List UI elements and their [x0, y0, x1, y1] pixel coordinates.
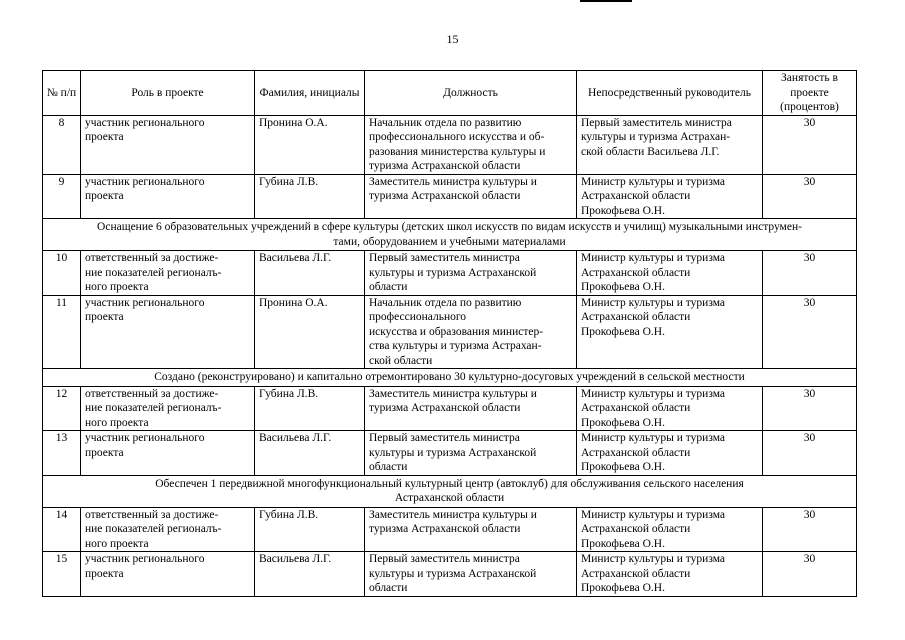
- row-role-line: ответственный за достиже-: [85, 387, 219, 400]
- row-employment: 30: [763, 115, 857, 174]
- row-position-line: Заместитель министра культуры и: [369, 175, 537, 188]
- row-manager-line: Астраханской области: [581, 311, 691, 323]
- section-title-line: Астраханской области: [394, 492, 505, 504]
- row-manager-line: Министр культуры и туризма: [581, 175, 726, 188]
- row-employment: 30: [763, 251, 857, 296]
- row-position-line: Первый заместитель министра: [369, 432, 520, 444]
- table-row: [43, 295, 857, 369]
- section-row: [43, 475, 857, 507]
- row-role: [81, 507, 255, 552]
- row-role: [81, 386, 255, 431]
- row-position: [365, 251, 577, 296]
- row-role-line: ного проекта: [85, 281, 149, 293]
- row-role-line: участник регионального: [85, 296, 205, 309]
- header-position: Должность: [365, 71, 577, 116]
- table-row: [43, 251, 857, 296]
- row-position: [365, 552, 577, 597]
- row-position-line: культуры и туризма Астраханской: [369, 446, 537, 459]
- row-manager: [577, 386, 763, 431]
- row-role-line: ответственный за достиже-: [85, 252, 219, 264]
- row-manager-line: культуры и туризма Астрахан-: [581, 131, 731, 143]
- row-number: 15: [43, 552, 81, 597]
- row-manager-line: Министр культуры и туризма: [581, 387, 726, 400]
- table-row: [43, 174, 857, 219]
- row-manager: [577, 251, 763, 296]
- row-number: 13: [43, 431, 81, 476]
- row-number: 9: [43, 174, 81, 219]
- table-row: [43, 431, 857, 476]
- row-role-line: ние показателей регионалъ-: [85, 523, 222, 535]
- row-manager: [577, 552, 763, 597]
- row-manager-line: Прокофьева О.Н.: [581, 281, 665, 293]
- row-manager-line: Прокофьева О.Н.: [581, 461, 665, 473]
- row-role: [81, 552, 255, 597]
- row-name: Пронина О.А.: [255, 115, 365, 174]
- row-position-line: туризма Астраханской области: [369, 190, 521, 202]
- row-position-line: профессионального искусства и об-: [369, 131, 545, 143]
- row-position: [365, 431, 577, 476]
- row-employment: 30: [763, 174, 857, 219]
- row-name: Васильева Л.Г.: [255, 251, 365, 296]
- top-edge-mark: [580, 0, 632, 2]
- row-employment: 30: [763, 507, 857, 552]
- row-position: [365, 115, 577, 174]
- row-position-line: искусства и образования министер-: [369, 325, 544, 338]
- section-title: [43, 475, 857, 507]
- row-position-line: области: [369, 582, 408, 594]
- row-position-line: культуры и туризма Астраханской: [369, 567, 537, 580]
- row-position: [365, 386, 577, 431]
- row-number: 10: [43, 251, 81, 296]
- row-position-line: культуры и туризма Астраханской: [369, 266, 537, 279]
- row-position-line: Заместитель министра культуры и: [369, 387, 537, 400]
- row-role-line: участник регионального: [85, 553, 205, 565]
- header-role: Роль в проекте: [81, 71, 255, 116]
- row-number: 8: [43, 115, 81, 174]
- row-employment: 30: [763, 552, 857, 597]
- row-manager-line: Министр культуры и туризма: [581, 296, 726, 309]
- section-row: [43, 219, 857, 251]
- row-position-line: туризма Астраханской области: [369, 402, 521, 414]
- section-title: [43, 219, 857, 251]
- section-row: [43, 369, 857, 387]
- header-num: № п/п: [43, 71, 81, 116]
- row-role-line: проекта: [85, 131, 124, 143]
- row-number: 12: [43, 386, 81, 431]
- row-position-line: туризма Астраханской области: [369, 523, 521, 535]
- row-role: [81, 431, 255, 476]
- row-role-line: проекта: [85, 190, 124, 202]
- row-role: [81, 174, 255, 219]
- row-name: Губина Л.В.: [255, 507, 365, 552]
- table-row: [43, 386, 857, 431]
- row-name: Васильева Л.Г.: [255, 431, 365, 476]
- row-manager: [577, 174, 763, 219]
- row-manager: [577, 507, 763, 552]
- row-role-line: ние показателей регионалъ-: [85, 402, 222, 414]
- row-manager-line: Министр культуры и туризма: [581, 508, 726, 521]
- row-name: Губина Л.В.: [255, 174, 365, 219]
- section-title: [43, 369, 857, 387]
- row-manager: [577, 115, 763, 174]
- row-manager: [577, 431, 763, 476]
- row-name: Пронина О.А.: [255, 295, 365, 369]
- row-position-line: профессионального: [369, 311, 467, 323]
- section-title-line: Создано (реконструировано) и капитально отремонтировано 30 культурно-досуговых учреждений в сельской местности: [154, 371, 745, 383]
- row-name: Васильева Л.Г.: [255, 552, 365, 597]
- row-manager-line: Астраханской области: [581, 402, 691, 414]
- row-manager-line: Прокофьева О.Н.: [581, 325, 665, 338]
- row-manager-line: Прокофьева О.Н.: [581, 537, 665, 550]
- table-body: [43, 115, 857, 596]
- row-role-line: ние показателей регионалъ-: [85, 266, 222, 279]
- row-manager: [577, 295, 763, 369]
- table-header-row: [43, 71, 857, 116]
- row-manager-line: Министр культуры и туризма: [581, 432, 726, 444]
- row-role-line: участник регионального: [85, 175, 205, 188]
- row-manager-line: Министр культуры и туризма: [581, 553, 726, 565]
- row-role: [81, 295, 255, 369]
- row-position-line: Первый заместитель министра: [369, 553, 520, 565]
- section-title-line: Оснащение 6 образовательных учреждений в сфере культуры (детских школ искусств по видам искусств и училищ) музыкальными инструмен-: [97, 221, 802, 233]
- row-position: [365, 174, 577, 219]
- row-manager-line: Астраханской области: [581, 567, 691, 580]
- row-position-line: туризма Астраханской области: [369, 160, 521, 172]
- row-role-line: ного проекта: [85, 537, 149, 550]
- row-position-line: области: [369, 281, 408, 293]
- row-employment: 30: [763, 295, 857, 369]
- row-role-line: ответственный за достиже-: [85, 508, 219, 521]
- project-team-table: [42, 70, 857, 597]
- row-position-line: ства культуры и туризма Астрахан-: [369, 340, 542, 352]
- row-manager-line: Астраханской области: [581, 266, 691, 279]
- row-manager-line: Астраханской области: [581, 523, 691, 535]
- row-manager-line: Прокофьева О.Н.: [581, 204, 665, 217]
- row-manager-line: Астраханской области: [581, 190, 691, 202]
- row-name: Губина Л.В.: [255, 386, 365, 431]
- row-employment: 30: [763, 431, 857, 476]
- row-position: [365, 295, 577, 369]
- row-position-line: Начальник отдела по развитию: [369, 296, 522, 309]
- table-row: [43, 115, 857, 174]
- row-role-line: проекта: [85, 311, 124, 323]
- row-role-line: участник регионального: [85, 432, 205, 444]
- row-position-line: разования министерства культуры и: [369, 145, 546, 158]
- row-role-line: проекта: [85, 567, 124, 580]
- row-number: 11: [43, 295, 81, 369]
- row-manager-line: Прокофьева О.Н.: [581, 416, 665, 429]
- row-manager-line: Министр культуры и туризма: [581, 252, 726, 264]
- section-title-line: тами, оборудованием и учебными материалами: [333, 235, 566, 248]
- row-manager-line: Прокофьева О.Н.: [581, 582, 665, 594]
- header-name: Фамилия, инициалы: [255, 71, 365, 116]
- page-number: 15: [446, 32, 459, 46]
- row-employment: 30: [763, 386, 857, 431]
- row-role: [81, 115, 255, 174]
- row-position-line: Заместитель министра культуры и: [369, 508, 537, 521]
- row-role-line: ного проекта: [85, 416, 149, 429]
- header-manager: Непосредственный руководитель: [577, 71, 763, 116]
- row-role-line: участник регионального: [85, 116, 205, 129]
- row-number: 14: [43, 507, 81, 552]
- header-employment: Занятость в проекте (процентов): [763, 71, 857, 116]
- row-role-line: проекта: [85, 446, 124, 459]
- row-position-line: Первый заместитель министра: [369, 252, 520, 264]
- row-position-line: области: [369, 461, 408, 473]
- row-manager-line: ской области Васильева Л.Г.: [581, 145, 720, 158]
- row-manager-line: Первый заместитель министра: [581, 116, 732, 129]
- row-position: [365, 507, 577, 552]
- table-row: [43, 552, 857, 597]
- row-manager-line: Астраханской области: [581, 446, 691, 459]
- row-position-line: Начальник отдела по развитию: [369, 116, 522, 129]
- row-position-line: ской области: [369, 354, 433, 367]
- table-row: [43, 507, 857, 552]
- section-title-line: Обеспечен 1 передвижной многофункциональный культурный центр (автоклуб) для обслуживания сельского населения: [155, 477, 744, 490]
- row-role: [81, 251, 255, 296]
